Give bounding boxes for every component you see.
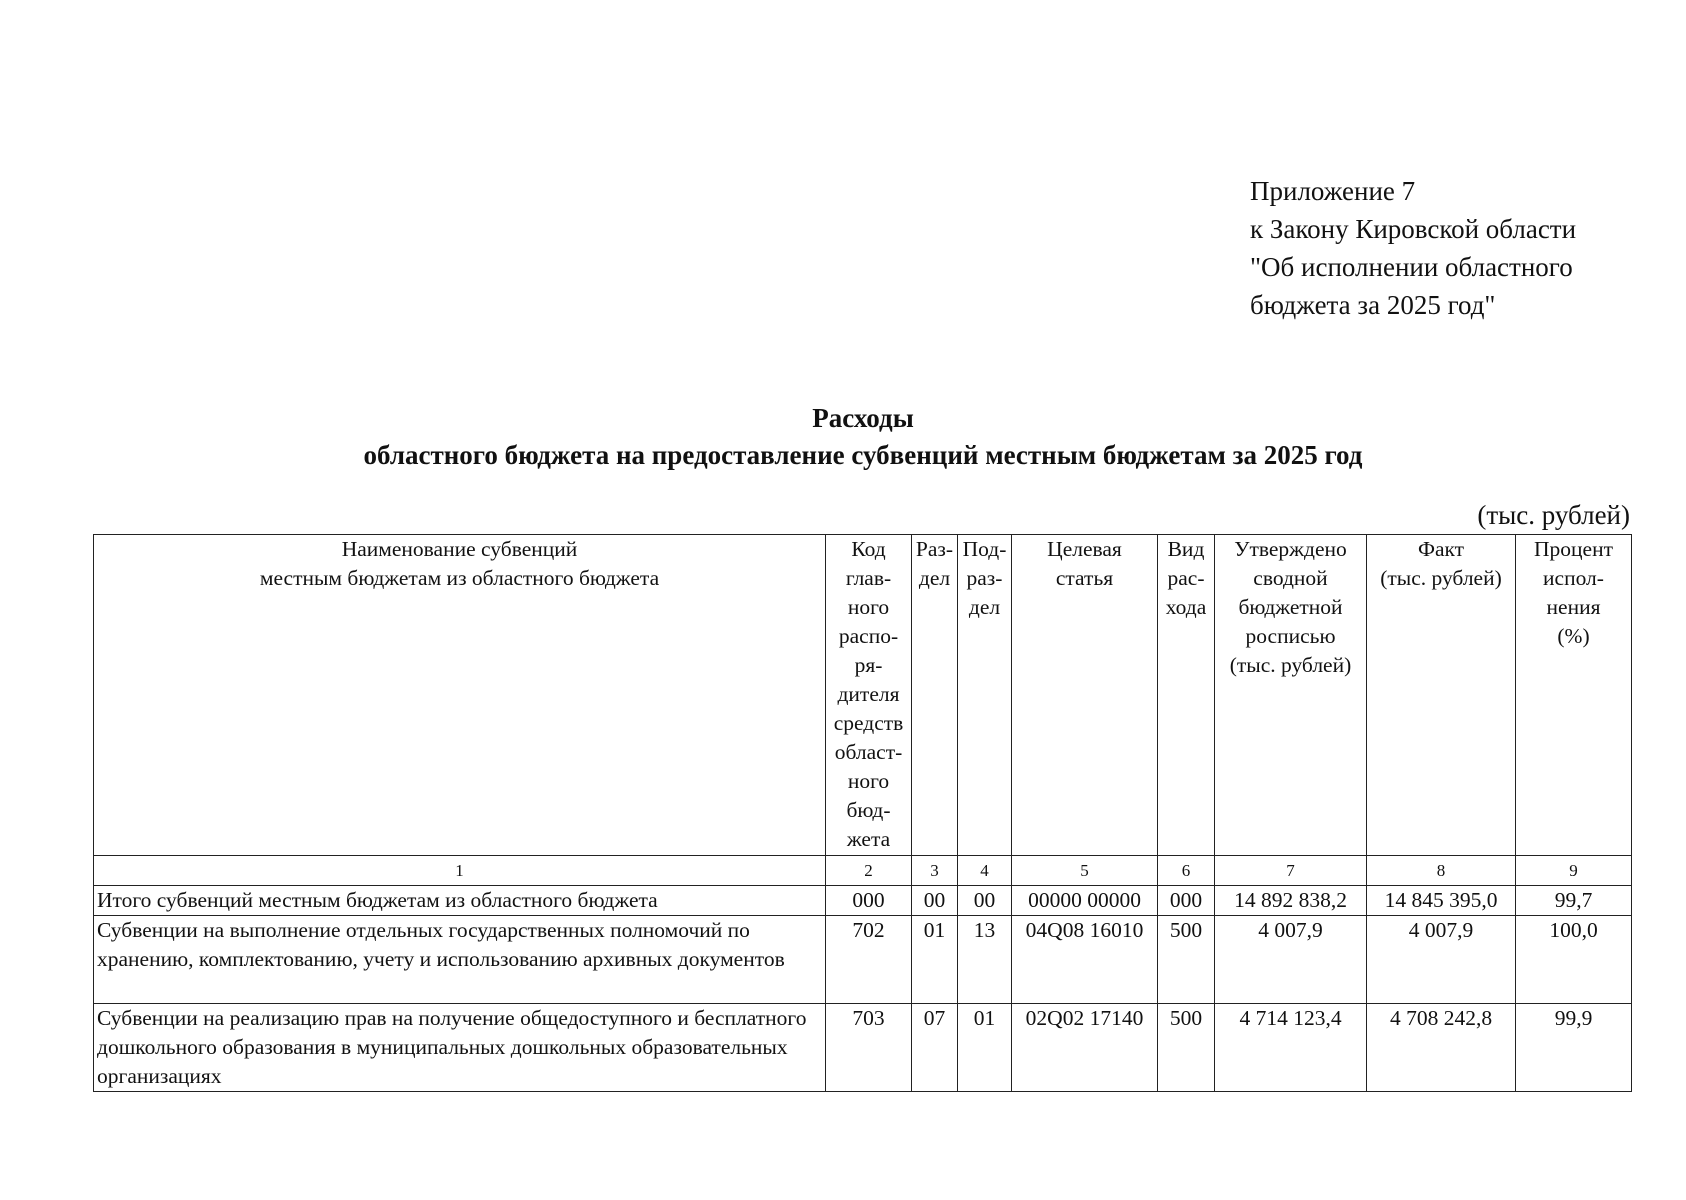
row-expense-type: 500 xyxy=(1158,916,1215,1004)
header-approved xyxy=(1215,535,1367,856)
document-title: Расходы xyxy=(812,403,914,433)
row-subsection: 13 xyxy=(958,916,1012,1004)
row-percent: 100,0 xyxy=(1516,916,1632,1004)
header-text: росписью xyxy=(1245,624,1336,648)
table-row xyxy=(94,916,1632,1004)
column-number: 5 xyxy=(1012,856,1158,886)
header-text: распо- xyxy=(838,624,899,648)
header-name xyxy=(94,535,826,856)
appendix-note xyxy=(1250,172,1576,324)
header-fact xyxy=(1367,535,1516,856)
header-text: жета xyxy=(846,827,891,851)
row-code: 000 xyxy=(826,886,912,916)
row-section: 07 xyxy=(912,1004,958,1092)
header-text: рас- xyxy=(1167,566,1205,590)
header-code xyxy=(826,535,912,856)
row-approved: 4 714 123,4 xyxy=(1215,1004,1367,1092)
row-target: 04Q08 16010 xyxy=(1012,916,1158,1004)
header-text: Под- xyxy=(962,537,1007,561)
header-expense-type xyxy=(1158,535,1215,856)
row-approved: 4 007,9 xyxy=(1215,916,1367,1004)
header-text: ного xyxy=(847,595,890,619)
column-number: 1 xyxy=(94,856,826,886)
row-fact: 14 845 395,0 xyxy=(1367,886,1516,916)
header-text: Код xyxy=(851,537,886,561)
document-subtitle: областного бюджета на предоставление субвенций местным бюджетам за 2025 год xyxy=(363,440,1363,470)
header-subsection xyxy=(958,535,1012,856)
appendix-line: бюджета за 2025 год" xyxy=(1250,290,1496,320)
column-number: 2 xyxy=(826,856,912,886)
header-text: Вид xyxy=(1167,537,1205,561)
header-text: дел xyxy=(968,595,1001,619)
header-text: бюджетной xyxy=(1238,595,1343,619)
header-text: Целевая xyxy=(1047,537,1122,561)
row-code: 703 xyxy=(826,1004,912,1092)
row-fact: 4 708 242,8 xyxy=(1367,1004,1516,1092)
header-text: Процент xyxy=(1534,537,1613,561)
header-text: местным бюджетам из областного бюджета xyxy=(259,566,660,590)
header-text: дел xyxy=(918,566,951,590)
header-text: ря- xyxy=(854,653,883,677)
header-text: (тыс. рублей) xyxy=(1380,566,1502,590)
row-code: 702 xyxy=(826,916,912,1004)
header-text: дителя xyxy=(837,682,900,706)
row-name: Субвенции на выполнение отдельных государственных полномочий по хранению, комплектованию, учету и использованию архивных документов xyxy=(94,916,826,1004)
appendix-line: Приложение 7 xyxy=(1250,176,1416,206)
column-number: 7 xyxy=(1215,856,1367,886)
appendix-line: "Об исполнении областного xyxy=(1250,252,1573,282)
column-number: 3 xyxy=(912,856,958,886)
header-text: Утверждено xyxy=(1234,537,1347,561)
header-text: (%) xyxy=(1557,624,1590,648)
subventions-table xyxy=(93,534,1632,1092)
header-text: раз- xyxy=(966,566,1003,590)
header-text: средств xyxy=(833,711,904,735)
units-label: (тыс. рублей) xyxy=(1477,500,1630,530)
header-text: испол- xyxy=(1543,566,1604,590)
header-text: област- xyxy=(834,740,903,764)
header-text: статья xyxy=(1055,566,1114,590)
header-text: нения xyxy=(1546,595,1601,619)
appendix-line: к Закону Кировской области xyxy=(1250,214,1577,244)
header-text: Факт xyxy=(1417,537,1465,561)
header-text: бюд- xyxy=(846,798,891,822)
row-fact: 4 007,9 xyxy=(1367,916,1516,1004)
column-number-row xyxy=(94,856,1632,886)
row-approved: 14 892 838,2 xyxy=(1215,886,1367,916)
row-subsection: 00 xyxy=(958,886,1012,916)
row-section: 00 xyxy=(912,886,958,916)
row-name: Субвенции на реализацию прав на получение общедоступного и бесплатного дошкольного образования в муниципальных дошкольных образовательных организациях xyxy=(94,1004,826,1092)
header-target xyxy=(1012,535,1158,856)
header-percent xyxy=(1516,535,1632,856)
table-row-total xyxy=(94,886,1632,916)
header-text: сводной xyxy=(1253,566,1328,590)
column-number: 9 xyxy=(1516,856,1632,886)
row-percent: 99,9 xyxy=(1516,1004,1632,1092)
row-name: Итого субвенций местным бюджетам из областного бюджета xyxy=(94,886,826,916)
header-text: глав- xyxy=(845,566,892,590)
row-subsection: 01 xyxy=(958,1004,1012,1092)
row-expense-type: 000 xyxy=(1158,886,1215,916)
row-percent: 99,7 xyxy=(1516,886,1632,916)
table-row xyxy=(94,1004,1632,1092)
header-section xyxy=(912,535,958,856)
row-expense-type: 500 xyxy=(1158,1004,1215,1092)
header-text: Наименование субвенций xyxy=(341,537,578,561)
header-text: Раз- xyxy=(915,537,954,561)
header-text: хода xyxy=(1165,595,1207,619)
column-number: 4 xyxy=(958,856,1012,886)
column-number: 6 xyxy=(1158,856,1215,886)
header-row xyxy=(94,535,1632,856)
row-target: 00000 00000 xyxy=(1012,886,1158,916)
column-number: 8 xyxy=(1367,856,1516,886)
row-target: 02Q02 17140 xyxy=(1012,1004,1158,1092)
header-text: ного xyxy=(847,769,890,793)
row-section: 01 xyxy=(912,916,958,1004)
header-text: (тыс. рублей) xyxy=(1229,653,1352,677)
